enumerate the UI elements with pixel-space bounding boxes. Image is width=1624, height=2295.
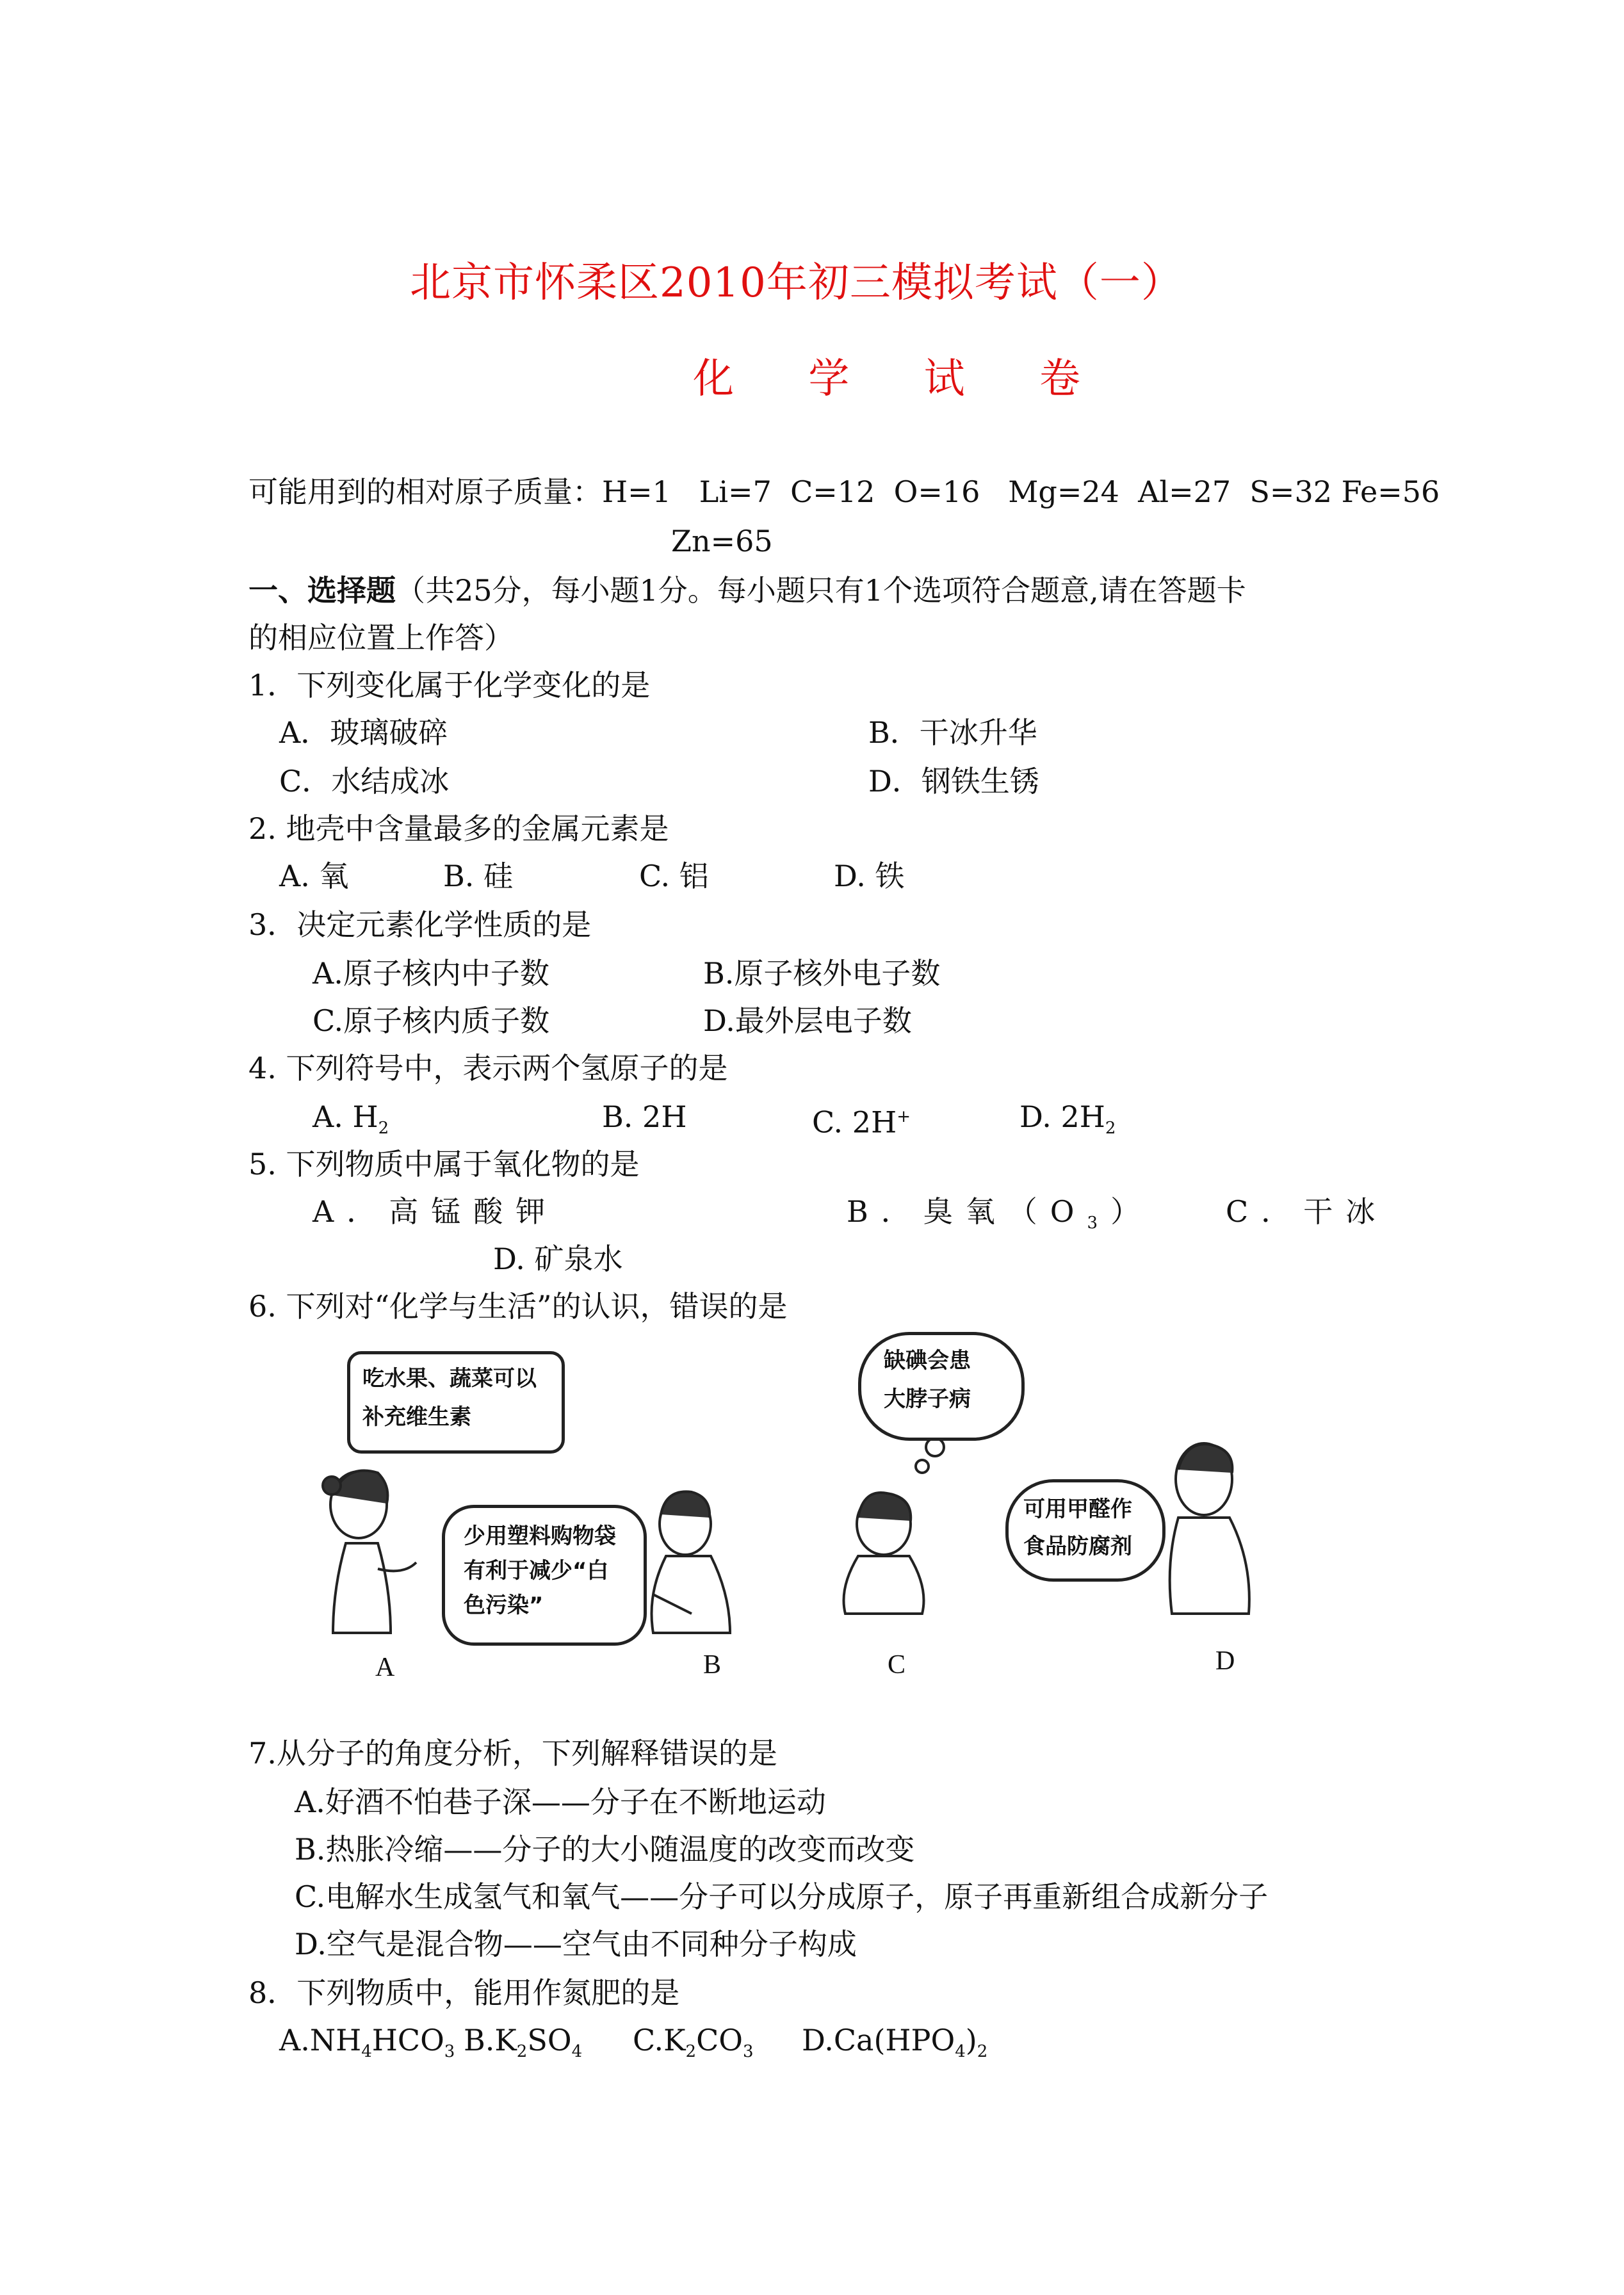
q6-bubble-a-line1: 吃水果、蔬菜可以 [362, 1366, 537, 1391]
q1-option-a: A．玻璃破碎 [279, 715, 448, 750]
q4-option-d: D. $2H_2$ [1019, 1099, 1116, 1139]
q1-option-d: D．钢铁生锈 [868, 764, 1039, 799]
exam-subtitle: 化 学 试 卷 [693, 355, 1112, 403]
q2-option-d: D. 铁 [834, 859, 905, 893]
q8-option-d: $D.Ca(HPO_4)_2$ [802, 2023, 988, 2062]
q6-bubble-b-line2: 有利于减少“白 [464, 1558, 609, 1584]
q6-bubble-b-line1: 少用塑料购物袋 [464, 1523, 616, 1549]
q2-option-c: C. 铝 [639, 859, 709, 893]
section-note: （共25分，每小题1分。每小题只有1个选项符合题意,请在答题卡 [396, 573, 1246, 608]
q6-label-c: C [888, 1650, 906, 1680]
atomic-mass-line2: Zn=65 [671, 524, 773, 558]
exam-title: 北京市怀柔区2010年初三模拟考试（一） [410, 259, 1183, 307]
person-b-figure [652, 1491, 731, 1633]
q6-bubble-c-line1: 缺碘会患 [884, 1348, 971, 1374]
section-name: 一、选择题 [248, 573, 396, 608]
q7-option-c: C.电解水生成氢气和氧气——分子可以分成原子，原子再重新组合成新分子 [295, 1879, 1269, 1914]
q7-option-a: A.好酒不怕巷子深——分子在不断地运动 [295, 1785, 826, 1819]
q1-option-c: C．水结成冰 [279, 764, 450, 799]
q4-option-a: A. $H_2$ [313, 1099, 389, 1139]
q3-option-b: B.原子核外电子数 [703, 956, 941, 991]
q6-bubble-d-line1: 可用甲醛作 [1023, 1496, 1132, 1522]
q6-bubble-c-line2: 大脖子病 [884, 1386, 971, 1412]
q5-stem: 5. 下列物质中属于氧化物的是 [248, 1147, 640, 1181]
q3-option-c: C.原子核内质子数 [313, 1003, 550, 1038]
q4-option-c: C. 2H+ [812, 1105, 911, 1140]
q7-option-b: B.热胀冷缩——分子的大小随温度的改变而改变 [295, 1832, 915, 1867]
atomic-mass-values: H=1 Li=7 C=12 O=16 Mg=24 Al=27 S=32 Fe=56 [602, 474, 1440, 509]
q3-option-d: D.最外层电子数 [703, 1003, 912, 1038]
q1-stem: 1．下列变化属于化学变化的是 [248, 668, 651, 702]
q8-option-b: $B.K_2SO_4$ [464, 2023, 583, 2062]
q2-option-b: B. 硅 [443, 859, 514, 893]
q7-stem: 7.从分子的角度分析，下列解释错误的是 [248, 1736, 777, 1771]
q6-illustration [307, 1332, 1255, 1691]
q3-option-a: A.原子核内中子数 [313, 956, 549, 991]
q5-option-b: B．臭氧$(O_3)$ [847, 1194, 1153, 1233]
q8-option-c: $C.K_2CO_3$ [633, 2023, 754, 2062]
person-d-figure [1170, 1443, 1249, 1614]
q1-option-b: B．干冰升华 [868, 715, 1037, 750]
q6-label-b: B [703, 1650, 722, 1680]
q8-option-a: $A.NH_4HCO_3$ [279, 2023, 455, 2062]
q3-stem: 3．决定元素化学性质的是 [248, 907, 592, 942]
q6-label-a: A [375, 1653, 395, 1682]
q5-option-d: D. 矿泉水 [493, 1242, 623, 1276]
q7-option-d: D.空气是混合物——空气由不同种分子构成 [295, 1927, 857, 1961]
q6-bubble-d-line2: 食品防腐剂 [1023, 1534, 1132, 1559]
q4-stem: 4. 下列符号中，表示两个氢原子的是 [248, 1051, 728, 1085]
atomic-mass-label: 可能用到的相对原子质量： [248, 474, 602, 509]
q6-stem: 6. 下列对“化学与生活”的认识，错误的是 [248, 1289, 788, 1324]
q6-bubble-b-line3: 色污染” [464, 1593, 544, 1618]
q6-label-d: D [1215, 1646, 1235, 1676]
section-note-2: 的相应位置上作答） [248, 620, 514, 655]
q4-option-b: B. 2H [602, 1099, 687, 1134]
atomic-mass-line [248, 473, 1440, 511]
q2-stem: 2. 地壳中含量最多的金属元素是 [248, 811, 669, 846]
section-heading [248, 571, 1246, 610]
q8-stem: 8．下列物质中，能用作氮肥的是 [248, 1975, 680, 2010]
q6-bubble-a-line2: 补充维生素 [362, 1404, 471, 1430]
person-c-figure [844, 1438, 945, 1614]
q5-option-c: C．干冰 [1226, 1194, 1388, 1229]
q2-option-a: A. 氧 [279, 859, 349, 893]
q5-option-a: A．高锰酸钾 [313, 1194, 558, 1229]
person-a-figure [323, 1471, 416, 1633]
